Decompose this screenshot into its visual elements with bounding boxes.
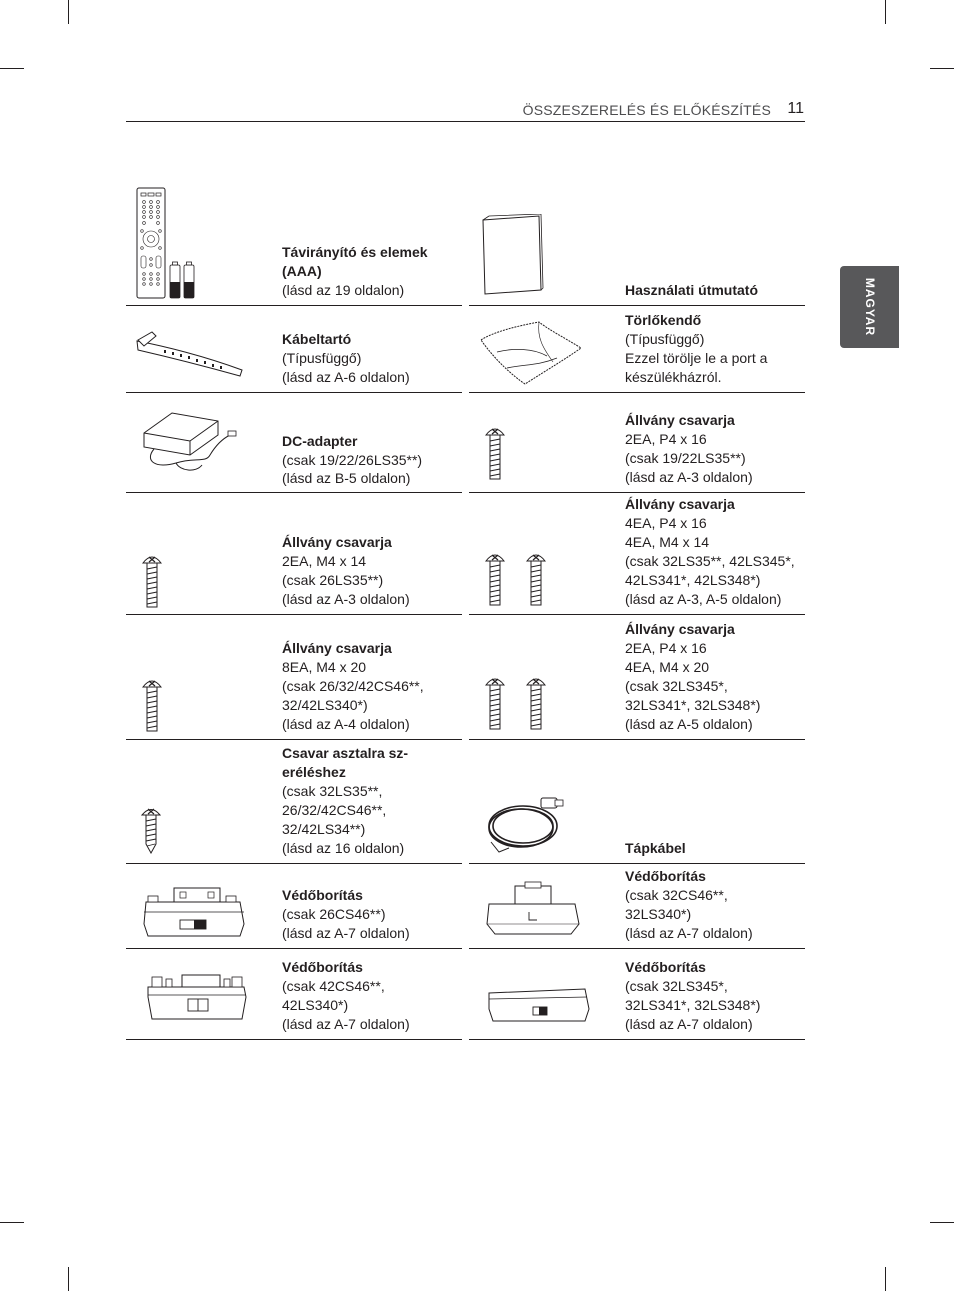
item-title: Védőborítás — [625, 959, 706, 975]
item-detail: (csak 26CS46**) — [282, 906, 386, 922]
dc-adapter-icon — [140, 407, 240, 479]
item-detail: (csak 19/22/26LS35**) — [282, 452, 423, 468]
item-detail: (csak 42CS46**, — [282, 978, 385, 994]
item-detail: 42LS340*) — [282, 997, 349, 1013]
item-detail: 4EA, M4 x 20 — [625, 659, 710, 675]
protective-cover-icon — [144, 969, 250, 1023]
item-detail: (csak 26/32/42CS46**, — [282, 678, 424, 694]
item-title: Törlőkendő — [625, 312, 702, 328]
item-detail: (csak 32LS345*, — [625, 978, 728, 994]
crop-mark — [885, 1267, 886, 1291]
crop-mark — [0, 68, 24, 69]
protective-cover-icon — [140, 884, 246, 940]
item-title: DC-adapter — [282, 433, 358, 449]
accessory-item — [469, 864, 805, 949]
crop-mark — [68, 1267, 69, 1291]
item-detail: 32LS341*, 32LS348*) — [625, 997, 761, 1013]
item-detail: 2EA, M4 x 14 — [282, 553, 367, 569]
item-detail: (Típusfüggő) — [625, 331, 705, 347]
accessory-item — [469, 493, 805, 615]
language-tab-label: MAGYAR — [862, 277, 877, 337]
desk-screw-icon — [140, 806, 162, 854]
power-cord-icon — [485, 796, 575, 856]
accessory-item — [126, 864, 462, 949]
item-title: Állvány csavarja — [282, 640, 392, 656]
screw-icon — [484, 425, 506, 481]
crop-mark — [885, 0, 886, 24]
crop-mark — [930, 1222, 954, 1223]
item-detail: (csak 19/22LS35**) — [625, 450, 746, 466]
item-detail: (lásd az 16 oldalon) — [282, 840, 405, 856]
accessory-item — [126, 615, 462, 740]
item-detail: 4EA, M4 x 14 — [625, 534, 710, 550]
item-detail: 4EA, P4 x 16 — [625, 515, 707, 531]
accessory-item — [126, 393, 462, 493]
item-detail: (csak 32LS35**, 42LS345*, — [625, 553, 795, 569]
item-detail: 2EA, P4 x 16 — [625, 431, 707, 447]
item-title: Állvány csavarja — [282, 534, 392, 550]
accessory-list-right — [469, 178, 805, 1040]
item-detail: 32LS341*, 32LS348*) — [625, 697, 761, 713]
item-detail: 32/42LS340*) — [282, 697, 368, 713]
accessory-item — [469, 306, 805, 393]
screw-icon — [141, 677, 163, 733]
remote-batteries-icon — [136, 186, 198, 300]
accessory-item — [126, 306, 462, 393]
item-detail: (lásd az A-4 oldalon) — [282, 716, 410, 732]
item-detail: 8EA, M4 x 20 — [282, 659, 367, 675]
two-screws-icon — [484, 551, 548, 607]
page-header — [126, 97, 805, 122]
item-detail: (lásd az A-5 oldalon) — [625, 716, 753, 732]
accessory-item — [469, 178, 805, 306]
cleaning-cloth-icon — [477, 318, 585, 388]
crop-mark — [68, 0, 69, 24]
item-detail: (lásd az A-7 oldalon) — [282, 1016, 410, 1032]
item-title: Állvány csavarja — [625, 496, 735, 512]
page-number: 11 — [787, 100, 804, 117]
item-detail: (csak 32CS46**, — [625, 887, 728, 903]
item-detail: (lásd az A-3, A-5 oldalon) — [625, 591, 782, 607]
crop-mark — [0, 1222, 24, 1223]
item-title: Tápkábel — [625, 840, 686, 856]
item-title: Védőborítás — [282, 887, 363, 903]
manual-icon — [479, 214, 545, 296]
item-detail: (Típusfüggő) — [282, 350, 362, 366]
item-title: Kábeltartó — [282, 331, 352, 347]
accessory-item — [126, 178, 462, 306]
item-detail: (lásd az A-3 oldalon) — [625, 469, 753, 485]
item-detail: (csak 26LS35**) — [282, 572, 384, 588]
section-title: ÖSSZESZERELÉS ÉS ELŐKÉSZÍTÉS — [522, 102, 771, 118]
item-title: Védőborítás — [625, 868, 706, 884]
accessory-item — [469, 615, 805, 740]
item-detail: (lásd az A-7 oldalon) — [625, 925, 753, 941]
item-detail: 32LS340*) — [625, 906, 692, 922]
item-detail: 26/32/42CS46**, — [282, 802, 387, 818]
accessory-item — [469, 393, 805, 493]
item-detail: 2EA, P4 x 16 — [625, 640, 707, 656]
accessory-item — [126, 949, 462, 1040]
screw-icon — [141, 553, 163, 609]
protective-cover-icon — [485, 985, 593, 1025]
accessory-item — [126, 493, 462, 615]
item-detail: 32/42LS34**) — [282, 821, 366, 837]
item-detail: (csak 32LS35**, — [282, 783, 383, 799]
crop-mark — [930, 68, 954, 69]
item-detail: (lásd az A-7 oldalon) — [625, 1016, 753, 1032]
item-detail: (lásd az A-3 oldalon) — [282, 591, 410, 607]
item-detail: készülékházról. — [625, 369, 722, 385]
accessory-item — [469, 740, 805, 864]
item-detail: (lásd az A-7 oldalon) — [282, 925, 410, 941]
item-detail: 42LS341*, 42LS348*) — [625, 572, 761, 588]
item-detail: Ezzel törölje le a port a — [625, 350, 768, 366]
item-title: Távirányító és elemek (AAA) — [282, 244, 428, 279]
cable-holder-icon — [134, 326, 248, 386]
accessory-item — [126, 740, 462, 864]
item-detail: (lásd az 19 oldalon) — [282, 282, 405, 298]
accessory-list-left — [126, 178, 462, 1040]
item-detail: (csak 32LS345*, — [625, 678, 728, 694]
language-tab — [840, 266, 899, 348]
item-detail: (lásd az B-5 oldalon) — [282, 470, 411, 486]
protective-cover-icon — [485, 878, 581, 938]
accessory-item — [469, 949, 805, 1040]
item-title: Csavar asztalra sz-eréléshez — [282, 745, 409, 780]
item-title: Állvány csavarja — [625, 621, 735, 637]
item-detail: (lásd az A-6 oldalon) — [282, 369, 410, 385]
item-title: Védőborítás — [282, 959, 363, 975]
item-title: Használati útmutató — [625, 282, 759, 298]
item-title: Állvány csavarja — [625, 412, 735, 428]
two-screws-icon — [484, 675, 548, 731]
